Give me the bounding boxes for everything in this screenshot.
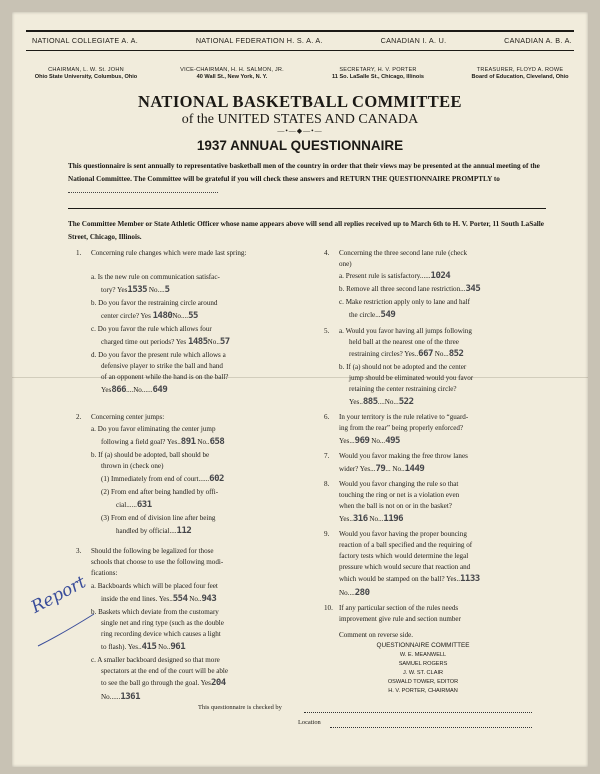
handwritten-underline (32, 604, 102, 654)
top-rule (26, 30, 574, 32)
q2a-answer: following a field goal? Yes..891 No..658 (101, 437, 225, 447)
committee-member-5: H. V. PORTER, CHAIRMAN (388, 688, 458, 694)
committee-member-3: J. W. ST. CLAIR (402, 670, 444, 676)
q4b-count: 345 (465, 284, 481, 294)
q9-line4: pressure which would secure that reaction and (339, 563, 471, 571)
q1d-line2: defensive player to strike the ball and hand (101, 362, 223, 370)
q4b-option: b. Remove all three second lane restriction...345 (339, 284, 481, 294)
q3a-line1: a. Backboards which will be placed four feet (91, 582, 218, 590)
q1c-answer: charged time out periods? Yes 1485No..57 (101, 337, 230, 347)
q4c-answer: the circle...549 (349, 310, 396, 320)
q8-number: 8. (324, 480, 330, 488)
q2b3-answer: handled by official....112 (116, 526, 192, 536)
q1b-yes-count: 1480 (152, 311, 173, 321)
q8-yes-count: 316 (352, 514, 368, 524)
committee-member-2: SAMUEL ROGERS (398, 661, 448, 667)
q5b-no-count: 522 (398, 397, 414, 407)
q4a-option: a. Present rule is satisfactory......1024 (339, 271, 451, 281)
q3a-yes-count: 554 (172, 594, 188, 604)
q5b-answer: Yes..885....No...522 (349, 397, 414, 407)
q9-no-answer: No....280 (339, 588, 370, 598)
q8-line2: touching the ring or net is a violation even (339, 491, 460, 499)
q3b-no-count: 961 (170, 642, 186, 652)
q9-number: 9. (324, 530, 330, 538)
q7-line1: Would you favor making the free throw lanes (339, 452, 468, 460)
q3c-line1: c. A smaller backboard designed so that more (91, 656, 220, 664)
questionnaire-page (12, 12, 588, 767)
q6-answer: Yes...969 No...495 (339, 436, 400, 446)
q4c-count: 549 (380, 310, 396, 320)
questionnaire-title: 1937 ANNUAL QUESTIONNAIRE (196, 138, 404, 153)
q10-line2: improvement give rule and section number (339, 615, 461, 623)
q6-line2: ing from the rear” being properly enforced? (339, 424, 464, 432)
q2b1-count: 602 (209, 474, 224, 484)
q2b2-line1: (2) From end after being handled by offi- (101, 488, 219, 496)
q1d-no-count: 649 (152, 385, 168, 395)
q3c-yes-count: 204 (210, 678, 226, 688)
q2b2-answer: cial......631 (116, 500, 152, 510)
q3b-line2: single net and ring type (such as the double (101, 619, 224, 627)
q1b-line1: b. Do you favor the restraining circle around (91, 299, 218, 307)
q9-no-count: 280 (354, 588, 370, 598)
officer-secretary: SECRETARY, H. V. PORTER 11 So. LaSalle St., Chicago, Illinois (331, 67, 424, 80)
q6-yes-count: 969 (354, 436, 370, 446)
q1b-answer: center circle? Yes 1480No....55 (101, 311, 198, 321)
q3c-no-count: 1361 (120, 692, 140, 702)
q9-yes-count: 1133 (459, 574, 480, 584)
checked-by-field[interactable] (304, 712, 532, 713)
q1c-yes-count: 1485 (187, 337, 208, 347)
officer-chairman: CHAIRMAN, L. W. St. JOHN Ohio State University, Columbus, Ohio (34, 67, 138, 80)
q3-line1: Should the following be legalized for those (91, 547, 214, 555)
q8-answer: Yes..316 No...1196 (339, 514, 404, 524)
q7-answer: wider? Yes...79... No..1449 (339, 464, 425, 474)
instructions-paragraph: The Committee Member or State Athletic Officer whose name appears above will send all replies received up to March 6th to H. V. Porter, 11 South LaSalle Street, Chicago, Illinois. (68, 220, 544, 241)
ornament-divider: —•—◆—•— (277, 127, 323, 135)
committee-subtitle: of the UNITED STATES AND CANADA (181, 112, 419, 127)
q2b3-line1: (3) From end of division line after being (101, 514, 216, 522)
q3b-line3: ring recording device which causes a light (101, 630, 221, 638)
q5b-line2: jump should be eliminated would you favor (349, 374, 474, 382)
q4c-line1: c. Make restriction apply only to lane and half (339, 298, 470, 306)
q9-answer: which would be stamped on the ball? Yes..1133 (339, 574, 480, 584)
q2-number: 2. (76, 413, 82, 421)
q6-line1: In your territory is the rule relative to “guard- (339, 413, 469, 421)
q9-line1: Would you favor having the proper bouncing (339, 530, 467, 538)
q3c-answer: to see the ball go through the goal. Yes204 (101, 678, 226, 688)
location-field[interactable] (330, 727, 532, 728)
q5b-yes-count: 885 (362, 397, 378, 407)
q3b-answer: to flash). Yes..415 No..961 (101, 642, 186, 652)
q3-line3: fications: (91, 569, 118, 577)
org-ciau: CANADIAN I. A. U. (380, 36, 447, 45)
q10-number: 10. (324, 604, 333, 612)
q2a-no-count: 658 (209, 437, 225, 447)
q1d-answer: Yes866....No......649 (101, 385, 168, 395)
q8-line3: when the ball is not on or in the basket? (339, 502, 452, 510)
officer-treasurer: TREASURER, FLOYD A. ROWE Board of Education, Cleveland, Ohio (471, 67, 569, 80)
q7-number: 7. (324, 452, 330, 460)
q3a-answer: inside the end lines. Yes..554 No..943 (101, 594, 217, 604)
q5a-no-count: 852 (448, 349, 464, 359)
org-caba: CANADIAN A. B. A. (504, 36, 572, 45)
officer-vice-chairman: VICE-CHAIRMAN, H. H. SALMON, JR. 40 Wall St., New York, N. Y. (180, 67, 284, 80)
intro-paragraph: This questionnaire is sent annually to representative basketball men of the country in order that their views may be presented at the annual meeting of the National Committee. The Committee will be grateful if you will check these answers and RETURN THE QUESTIONNAIRE PROMPTLY to (68, 160, 546, 198)
q1a-no-count: 5 (164, 285, 170, 295)
q5a-answer: restraining circles? Yes..667 No...852 (349, 349, 464, 359)
q4-line1: Concerning the three second lane rule (check (339, 249, 468, 257)
q3-line2: schools that choose to use the following modi- (91, 558, 224, 566)
committee-title: NATIONAL BASKETBALL COMMITTEE (138, 92, 462, 111)
q1d-yes-count: 866 (111, 385, 127, 395)
q1a-line1: a. Is the new rule on communication satisfac- (91, 273, 220, 281)
q6-number: 6. (324, 413, 330, 421)
q5a-line1: a. Would you favor having all jumps following (339, 327, 472, 335)
q5b-line3: retaining the center restraining circle? (349, 385, 457, 393)
q4-line2: one) (339, 260, 352, 268)
q10-line1: If any particular section of the rules needs (339, 604, 459, 612)
committee-member-4: OSWALD TOWER, EDITOR (387, 679, 459, 685)
org-nfhsaa: NATIONAL FEDERATION H. S. A. A. (195, 36, 323, 45)
q8-no-count: 1196 (383, 514, 404, 524)
q2a-yes-count: 891 (180, 437, 196, 447)
comment-note: Comment on reverse side. (339, 631, 414, 639)
q5a-line2: held ball at the nearest one of the three (349, 338, 459, 346)
q9-line3: factory tests which would determine the legal (339, 552, 469, 560)
org-rule (26, 50, 574, 51)
q5b-line1: b. If (a) should not be adopted and the center (339, 363, 467, 371)
handwritten-report-note: Report (28, 572, 90, 618)
fold-crease (12, 377, 588, 378)
org-ncaa: NATIONAL COLLEGIATE A. A. (32, 36, 139, 45)
q3b-line1: b. Baskets which deviate from the customary (91, 608, 219, 616)
committee-member-1: W. E. MEANWELL (399, 652, 447, 658)
return-to-blank[interactable] (68, 192, 218, 193)
q3c-no-answer: No......1361 (101, 692, 140, 702)
q3c-line2: spectators at the end of the court will be able (101, 667, 229, 675)
checked-by-label: This questionnaire is checked by (198, 704, 282, 711)
q8-line1: Would you favor changing the rule so that (339, 480, 459, 488)
q2b1-option: (1) Immediately from end of court......602 (101, 474, 224, 484)
q1-number: 1. (76, 249, 82, 257)
location-label: Location (298, 719, 321, 726)
q7-yes-count: 79 (375, 464, 386, 474)
q2b2-count: 631 (136, 500, 152, 510)
q1c-no-count: 57 (219, 337, 230, 347)
q1d-line3: of an opponent while the hand is on the ball? (101, 373, 229, 381)
q3a-no-count: 943 (201, 594, 217, 604)
q3b-yes-count: 415 (141, 642, 157, 652)
q2b-line1: b. If (a) should be adopted, ball should be (91, 451, 210, 459)
q4-number: 4. (324, 249, 330, 257)
member-organizations (32, 36, 572, 45)
q1-text: Concerning rule changes which were made last spring: (91, 249, 247, 257)
q1d-line1: d. Do you favor the present rule which allows a (91, 351, 226, 359)
q1b-no-count: 55 (188, 311, 198, 321)
q2-text: Concerning center jumps: (91, 413, 165, 421)
intro-rule (68, 208, 546, 209)
q1c-line1: c. Do you favor the rule which allows four (91, 325, 212, 333)
q6-no-count: 495 (385, 436, 400, 446)
q2b-line2: thrown in (check one) (101, 462, 164, 470)
q9-line2: reaction of a ball specified and the requiring of (339, 541, 473, 549)
committee-heading: QUESTIONNAIRE COMMITTEE (376, 642, 470, 649)
q2a-line1: a. Do you favor eliminating the center jump (91, 425, 216, 433)
q1a-answer: tory? Yes1535 No....5 (101, 285, 170, 295)
q1a-yes-count: 1535 (127, 285, 148, 295)
q3-number: 3. (76, 547, 82, 555)
q5-number: 5. (324, 327, 330, 335)
q2b3-count: 112 (176, 526, 192, 536)
q5a-yes-count: 667 (418, 349, 433, 359)
q4a-count: 1024 (430, 271, 451, 281)
q7-no-count: 1449 (404, 464, 425, 474)
